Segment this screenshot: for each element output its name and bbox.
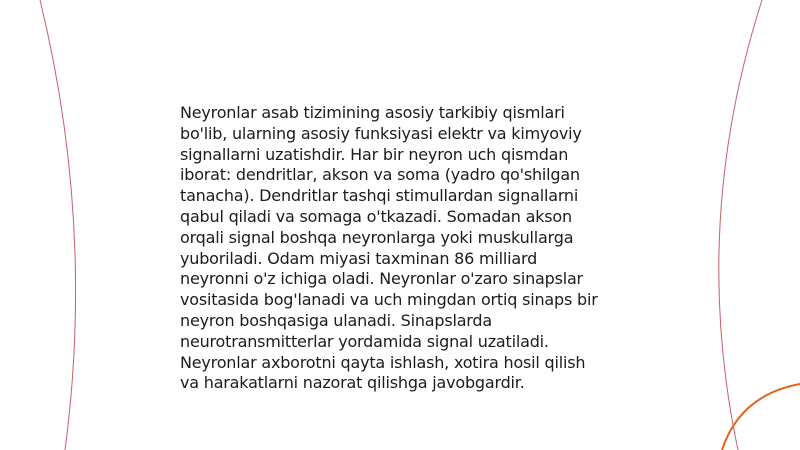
orange-decorative-arc	[722, 384, 800, 450]
left-decorative-curve	[40, 0, 76, 450]
slide-body-text: Neyronlar asab tizimining asosiy tarkibiy qismlari bo'lib, ularning asosiy funksiyasi elektr va kimyoviy signallarni uzatishdir. Har bir neyron uch qismdan iborat: dendritlar, akson va soma (yadro qo'shilgan tanacha). Dendritlar tashqi stimullardan signallarni qabul qiladi va somaga o'tkazadi. Somadan akson orqali signal boshqa neyronlarga yoki muskullarga yuboriladi. Odam miyasi taxminan 86 milliard neyronni o'z ichiga oladi. Neyronlar o'zaro sinapslar vositasida bog'lanadi va uch mingdan ortiq sinaps bir neyron boshqasiga ulanadi. Sinapslarda neurotransmitterlar yordamida signal uzatiladi. Neyronlar axborotni qayta ishlash, xotira hosil qilish va harakatlarni nazorat qilishga javobgardir.	[180, 103, 598, 393]
right-decorative-curve	[719, 0, 762, 450]
